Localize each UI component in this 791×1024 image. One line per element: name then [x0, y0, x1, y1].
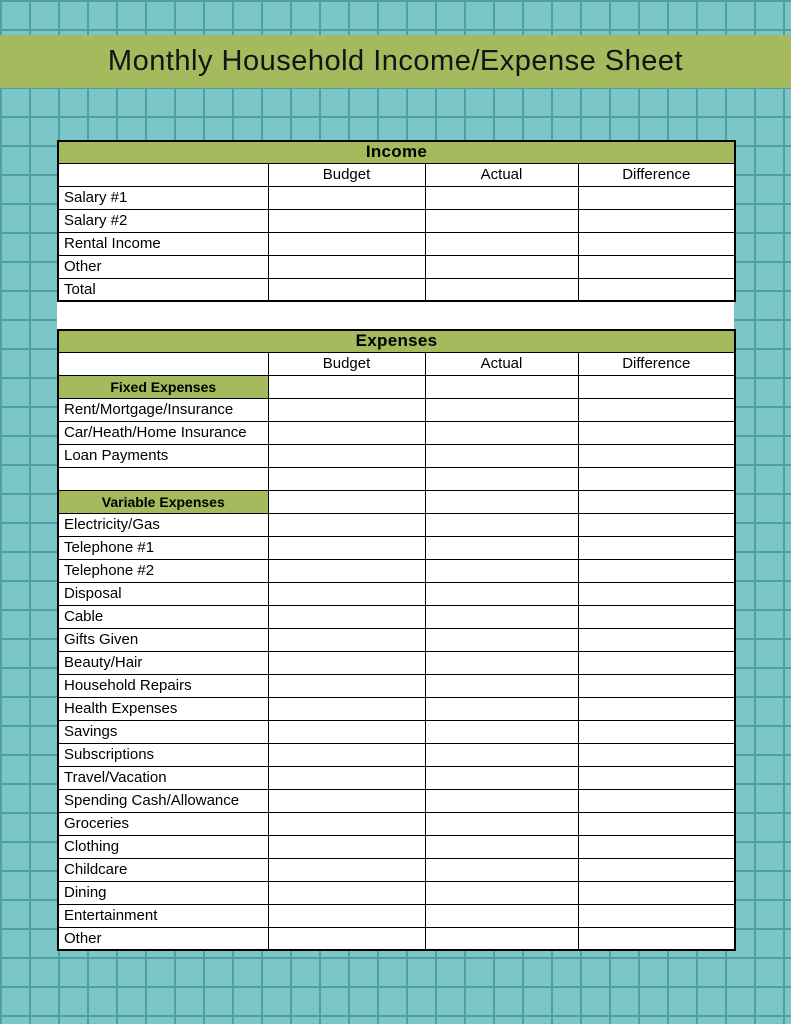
value-cell	[268, 467, 425, 490]
row-label: Disposal	[58, 582, 268, 605]
value-cell	[268, 398, 425, 421]
value-cell	[425, 444, 578, 467]
data-row	[58, 398, 735, 421]
row-label: Other	[58, 927, 268, 950]
value-cell	[425, 209, 578, 232]
row-label: Total	[58, 278, 268, 301]
value-cell	[578, 421, 735, 444]
column-header-budget: Budget	[268, 163, 425, 186]
data-row	[58, 444, 735, 467]
value-cell	[268, 444, 425, 467]
row-label: Dining	[58, 881, 268, 904]
value-cell	[425, 513, 578, 536]
value-cell	[578, 789, 735, 812]
value-cell	[425, 375, 578, 398]
value-cell	[268, 697, 425, 720]
row-label: Telephone #1	[58, 536, 268, 559]
data-row	[58, 881, 735, 904]
row-label: Telephone #2	[58, 559, 268, 582]
value-cell	[268, 513, 425, 536]
section-label: Fixed Expenses	[58, 375, 268, 398]
value-cell	[578, 232, 735, 255]
expenses-table-title: Expenses	[58, 330, 735, 352]
value-cell	[578, 467, 735, 490]
data-row	[58, 835, 735, 858]
value-cell	[425, 232, 578, 255]
value-cell	[578, 835, 735, 858]
value-cell	[425, 789, 578, 812]
expenses-table	[57, 329, 736, 951]
value-cell	[578, 444, 735, 467]
value-cell	[578, 628, 735, 651]
value-cell	[425, 674, 578, 697]
row-label: Salary #2	[58, 209, 268, 232]
row-label: Cable	[58, 605, 268, 628]
value-cell	[578, 513, 735, 536]
column-header-actual: Actual	[425, 352, 578, 375]
row-label: Health Expenses	[58, 697, 268, 720]
row-label: Beauty/Hair	[58, 651, 268, 674]
value-cell	[578, 766, 735, 789]
column-header-actual: Actual	[425, 163, 578, 186]
expenses-column-header-row	[58, 352, 735, 375]
value-cell	[268, 278, 425, 301]
value-cell	[268, 881, 425, 904]
value-cell	[578, 904, 735, 927]
table-gap-spacer	[57, 302, 734, 329]
data-row	[58, 209, 735, 232]
value-cell	[578, 559, 735, 582]
value-cell	[425, 255, 578, 278]
data-row	[58, 513, 735, 536]
row-label: Rental Income	[58, 232, 268, 255]
value-cell	[268, 186, 425, 209]
row-label: Electricity/Gas	[58, 513, 268, 536]
value-cell	[425, 186, 578, 209]
value-cell	[425, 927, 578, 950]
value-cell	[425, 766, 578, 789]
data-row	[58, 743, 735, 766]
data-row	[58, 766, 735, 789]
section-header-row	[58, 375, 735, 398]
corner-cell	[58, 352, 268, 375]
value-cell	[268, 559, 425, 582]
value-cell	[578, 536, 735, 559]
data-row	[58, 255, 735, 278]
value-cell	[578, 881, 735, 904]
value-cell	[578, 674, 735, 697]
value-cell	[268, 651, 425, 674]
value-cell	[268, 421, 425, 444]
value-cell	[425, 559, 578, 582]
row-label: Childcare	[58, 858, 268, 881]
data-row	[58, 559, 735, 582]
row-label: Loan Payments	[58, 444, 268, 467]
value-cell	[268, 255, 425, 278]
income-table	[57, 140, 736, 302]
row-label: Groceries	[58, 812, 268, 835]
row-label: Travel/Vacation	[58, 766, 268, 789]
value-cell	[425, 697, 578, 720]
value-cell	[425, 536, 578, 559]
expenses-header-row	[58, 330, 735, 352]
income-column-header-row	[58, 163, 735, 186]
data-row	[58, 904, 735, 927]
value-cell	[578, 398, 735, 421]
data-row	[58, 651, 735, 674]
value-cell	[425, 490, 578, 513]
value-cell	[425, 582, 578, 605]
value-cell	[268, 375, 425, 398]
value-cell	[268, 674, 425, 697]
value-cell	[268, 490, 425, 513]
value-cell	[578, 812, 735, 835]
value-cell	[268, 536, 425, 559]
data-row	[58, 186, 735, 209]
value-cell	[425, 858, 578, 881]
data-row	[58, 582, 735, 605]
value-cell	[578, 209, 735, 232]
row-label: Rent/Mortgage/Insurance	[58, 398, 268, 421]
value-cell	[425, 835, 578, 858]
sheet-container	[57, 140, 734, 951]
row-label: Spending Cash/Allowance	[58, 789, 268, 812]
corner-cell	[58, 163, 268, 186]
value-cell	[425, 651, 578, 674]
section-label: Variable Expenses	[58, 490, 268, 513]
value-cell	[425, 628, 578, 651]
data-row	[58, 697, 735, 720]
value-cell	[268, 720, 425, 743]
data-row	[58, 278, 735, 301]
value-cell	[425, 904, 578, 927]
value-cell	[268, 766, 425, 789]
column-header-difference: Difference	[578, 163, 735, 186]
row-label: Clothing	[58, 835, 268, 858]
column-header-budget: Budget	[268, 352, 425, 375]
row-label: Entertainment	[58, 904, 268, 927]
row-label: Subscriptions	[58, 743, 268, 766]
value-cell	[268, 904, 425, 927]
value-cell	[578, 743, 735, 766]
value-cell	[268, 858, 425, 881]
value-cell	[578, 720, 735, 743]
row-label: Car/Heath/Home Insurance	[58, 421, 268, 444]
data-row	[58, 858, 735, 881]
value-cell	[268, 628, 425, 651]
blank-row	[58, 467, 735, 490]
value-cell	[425, 881, 578, 904]
empty-label-cell	[58, 467, 268, 490]
data-row	[58, 789, 735, 812]
row-label: Savings	[58, 720, 268, 743]
expenses-table-body	[58, 375, 735, 950]
value-cell	[578, 927, 735, 950]
value-cell	[578, 858, 735, 881]
income-header-row	[58, 141, 735, 163]
value-cell	[268, 209, 425, 232]
data-row	[58, 605, 735, 628]
value-cell	[578, 490, 735, 513]
value-cell	[268, 582, 425, 605]
value-cell	[425, 398, 578, 421]
value-cell	[578, 186, 735, 209]
value-cell	[578, 605, 735, 628]
value-cell	[578, 375, 735, 398]
value-cell	[268, 835, 425, 858]
income-table-title: Income	[58, 141, 735, 163]
value-cell	[425, 720, 578, 743]
value-cell	[268, 789, 425, 812]
data-row	[58, 628, 735, 651]
value-cell	[578, 697, 735, 720]
value-cell	[268, 605, 425, 628]
row-label: Salary #1	[58, 186, 268, 209]
value-cell	[578, 278, 735, 301]
value-cell	[268, 927, 425, 950]
value-cell	[578, 582, 735, 605]
value-cell	[268, 232, 425, 255]
data-row	[58, 232, 735, 255]
value-cell	[268, 812, 425, 835]
column-header-difference: Difference	[578, 352, 735, 375]
data-row	[58, 674, 735, 697]
value-cell	[578, 255, 735, 278]
section-header-row	[58, 490, 735, 513]
data-row	[58, 927, 735, 950]
value-cell	[425, 743, 578, 766]
value-cell	[425, 278, 578, 301]
data-row	[58, 421, 735, 444]
value-cell	[425, 812, 578, 835]
value-cell	[425, 467, 578, 490]
data-row	[58, 720, 735, 743]
page-title: Monthly Household Income/Expense Sheet	[107, 45, 684, 77]
income-table-body	[58, 186, 735, 301]
value-cell	[578, 651, 735, 674]
data-row	[58, 812, 735, 835]
data-row	[58, 536, 735, 559]
value-cell	[268, 743, 425, 766]
row-label: Household Repairs	[58, 674, 268, 697]
value-cell	[425, 421, 578, 444]
value-cell	[425, 605, 578, 628]
title-banner	[0, 35, 791, 88]
row-label: Other	[58, 255, 268, 278]
row-label: Gifts Given	[58, 628, 268, 651]
